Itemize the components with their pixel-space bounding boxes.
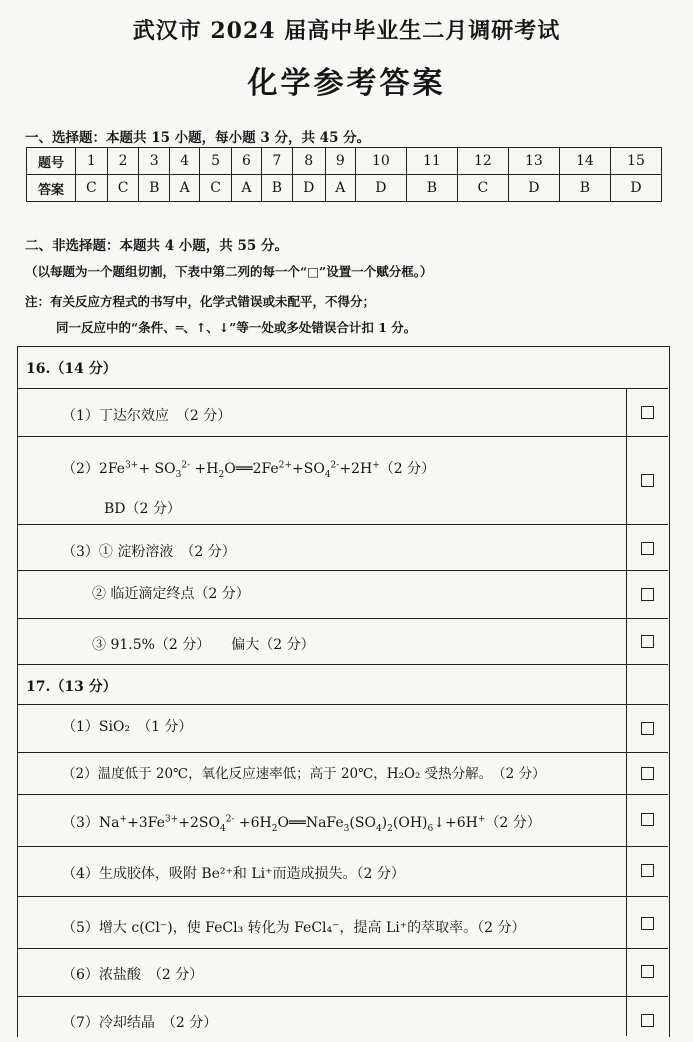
divider (17, 524, 668, 525)
score-column-divider (626, 388, 627, 1036)
divider (17, 388, 668, 389)
q16-answer-2b: BD（2 分） (104, 501, 181, 517)
question-number-cell: 15 (610, 148, 661, 175)
divider (17, 846, 668, 847)
question-number-cell: 3 (139, 148, 170, 175)
q16-answer-2-score: （2 分） (379, 461, 436, 477)
question-number-cell: 8 (292, 148, 325, 175)
q16-answer-3b: ② 临近滴定终点（2 分） (92, 586, 250, 602)
answer-cell: D (508, 175, 559, 202)
grading-note: （以每题为一个题组切割，下表中第二列的每一个“□”设置一个赋分框。） (25, 264, 433, 279)
question-number-cell: 12 (457, 148, 508, 175)
score-box[interactable] (641, 406, 654, 419)
table-row-answers (27, 175, 662, 202)
q16-answer-2: $(2)2Fe^{3+}+ SO_3^{2-}$ $+H_2O══2Fe^{2+}+SO_4^{2-}+2H^+(2$ 分） (62, 460, 436, 480)
score-box[interactable] (641, 542, 654, 555)
score-box[interactable] (641, 767, 654, 780)
question-number-cell: 14 (559, 148, 610, 175)
question-number-cell: 5 (200, 148, 232, 175)
divider (17, 896, 668, 897)
part2-heading: 二、非选择题：本题共 4 小题，共 55 分。 (25, 238, 288, 254)
answer-cell: D (292, 175, 325, 202)
score-box[interactable] (641, 635, 654, 648)
q17-answer-3-score: （2 分） (485, 815, 541, 831)
q17-answer-4: （4）生成胶体，吸附 Be²⁺和 Li⁺而造成损失。（2 分） (62, 866, 405, 882)
divider (17, 704, 668, 705)
part1-heading: 一、选择题：本题共 15 小题，每小题 3 分，共 45 分。 (25, 130, 371, 146)
table-row-numbers (27, 148, 662, 175)
answer-cell: C (200, 175, 232, 202)
deduction-note: 同一反应中的“条件、═、↑、↓”等一处或多处错误合计扣 1 分。 (56, 320, 417, 335)
q17-answer-2: （2）温度低于 20℃，氧化反应速率低；高于 20℃，H₂O₂ 受热分解。 （2 分） (62, 766, 546, 782)
q17-answer-7: （7）冷却结晶 （2 分） (62, 1015, 218, 1031)
answer-cell: C (107, 175, 139, 202)
score-box[interactable] (641, 722, 654, 735)
q17-title: 17.（13 分） (26, 679, 117, 695)
question-number-cell: 9 (325, 148, 355, 175)
answer-key-title: 化学参考答案 (247, 66, 446, 101)
q16-answer-2-label: （2） (62, 461, 99, 477)
divider (17, 436, 668, 437)
question-number-cell: 13 (508, 148, 559, 175)
q16-answer-3: （3）① 淀粉溶液 （2 分） (62, 544, 236, 560)
question-number-cell: 4 (170, 148, 200, 175)
q16-answer-3c: ③ 91.5%（2 分） 偏大（2 分） (92, 637, 315, 653)
row-label-number: 题号 (27, 148, 76, 175)
row-label-answer: 答案 (27, 175, 76, 202)
answer-cell: D (355, 175, 406, 202)
divider (17, 618, 668, 619)
divider (17, 570, 668, 571)
answer-cell: C (457, 175, 508, 202)
q16-answer-1: （1）丁达尔效应 （2 分） (62, 408, 232, 424)
score-box[interactable] (641, 864, 654, 877)
answer-cell: B (406, 175, 457, 202)
answer-cell: B (559, 175, 610, 202)
divider (17, 996, 668, 997)
answer-cell: D (610, 175, 661, 202)
q17-answer-1: （1）SiO₂ （1 分） (62, 719, 193, 735)
question-number-cell: 6 (231, 148, 261, 175)
score-box[interactable] (641, 917, 654, 930)
question-number-cell: 1 (76, 148, 108, 175)
question-number-cell: 7 (262, 148, 293, 175)
q17-answer-6: （6）浓盐酸 （2 分） (62, 967, 204, 983)
answer-cell: C (76, 175, 108, 202)
score-box[interactable] (641, 474, 654, 487)
question-number-cell: 2 (107, 148, 139, 175)
answer-cell: B (139, 175, 170, 202)
answer-table (26, 147, 662, 202)
exam-title: 武汉市 2024 届高中毕业生二月调研考试 (132, 18, 561, 44)
divider (17, 664, 668, 665)
answer-cell: A (325, 175, 355, 202)
q16-title: 16.（14 分） (26, 361, 117, 377)
divider (17, 752, 668, 753)
q17-answer-3: $(3)Na^++3Fe^{3+}+2SO_4^{2-}$ $+6H_2O══NaFe_3(SO_4)_2(OH)_6↓+6H^+(2$ 分） (62, 814, 541, 834)
score-box[interactable] (641, 813, 654, 826)
divider (17, 948, 668, 949)
answer-cell: A (170, 175, 200, 202)
score-box[interactable] (641, 1014, 654, 1027)
answer-cell: B (262, 175, 293, 202)
score-box[interactable] (641, 965, 654, 978)
question-number-cell: 11 (406, 148, 457, 175)
divider (17, 794, 668, 795)
equation-note: 注：有关反应方程式的书写中，化学式错误或未配平，不得分； (25, 294, 376, 309)
q17-answer-3-label: （3） (62, 815, 99, 831)
q17-answer-5: （5）增大 c(Cl⁻)，使 FeCl₃ 转化为 FeCl₄⁻，提高 Li⁺的萃取率。（2 分） (62, 920, 526, 936)
score-box[interactable] (641, 588, 654, 601)
question-number-cell: 10 (355, 148, 406, 175)
answer-cell: A (231, 175, 261, 202)
